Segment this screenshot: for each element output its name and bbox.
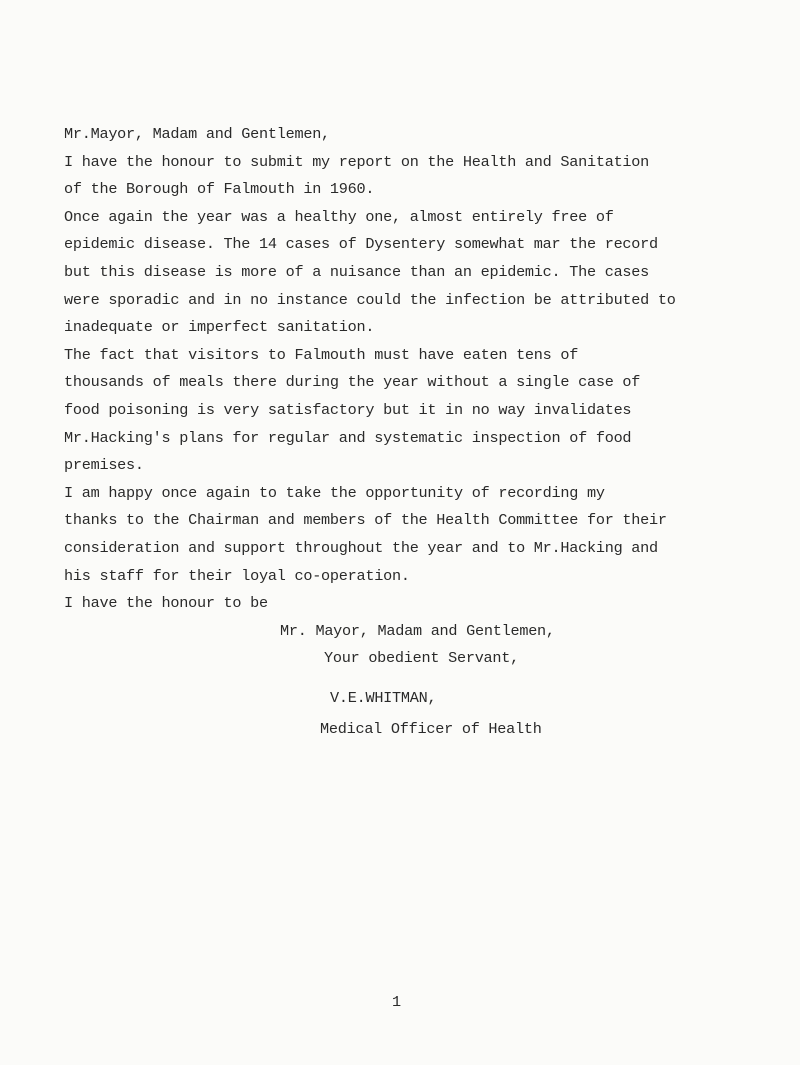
closing-address: Mr. Mayor, Madam and Gentlemen,	[280, 621, 555, 640]
letter-line-16: his staff for their loyal co-operation.	[64, 566, 410, 585]
letter-line-17: I have the honour to be	[64, 594, 268, 613]
letter-line-15: consideration and support throughout the year and to Mr.Hacking and	[64, 538, 658, 557]
letter-line-12: premises.	[64, 456, 144, 475]
closing-valediction: Your obedient Servant,	[324, 649, 520, 668]
letter-line-7: inadequate or imperfect sanitation.	[64, 318, 375, 337]
letter-line-5: but this disease is more of a nuisance than an epidemic. The cases	[64, 262, 650, 281]
signatory-name: V.E.WHITMAN,	[330, 688, 437, 707]
letter-line-1: I have the honour to submit my report on the Health and Sanitation	[64, 152, 650, 171]
salutation: Mr.Mayor, Madam and Gentlemen,	[64, 125, 330, 143]
report-letter	[64, 121, 764, 744]
page-number: 1	[392, 993, 402, 1011]
letter-line-11: Mr.Hacking's plans for regular and systematic inspection of food	[64, 428, 632, 447]
letter-line-13: I am happy once again to take the opportunity of recording my	[64, 483, 605, 502]
signatory-title: Medical Officer of Health	[320, 720, 542, 739]
letter-line-9: thousands of meals there during the year without a single case of	[64, 373, 641, 392]
letter-line-8: The fact that visitors to Falmouth must have eaten tens of	[64, 345, 579, 364]
letter-line-3: Once again the year was a healthy one, almost entirely free of	[64, 207, 614, 226]
letter-line-10: food poisoning is very satisfactory but it in no way invalidates	[64, 400, 632, 419]
letter-line-14: thanks to the Chairman and members of the Health Committee for their	[64, 511, 667, 530]
letter-line-4: epidemic disease. The 14 cases of Dysentery somewhat mar the record	[64, 235, 658, 254]
letter-line-2: of the Borough of Falmouth in 1960.	[64, 180, 375, 199]
letter-line-6: were sporadic and in no instance could the infection be attributed to	[64, 290, 676, 309]
